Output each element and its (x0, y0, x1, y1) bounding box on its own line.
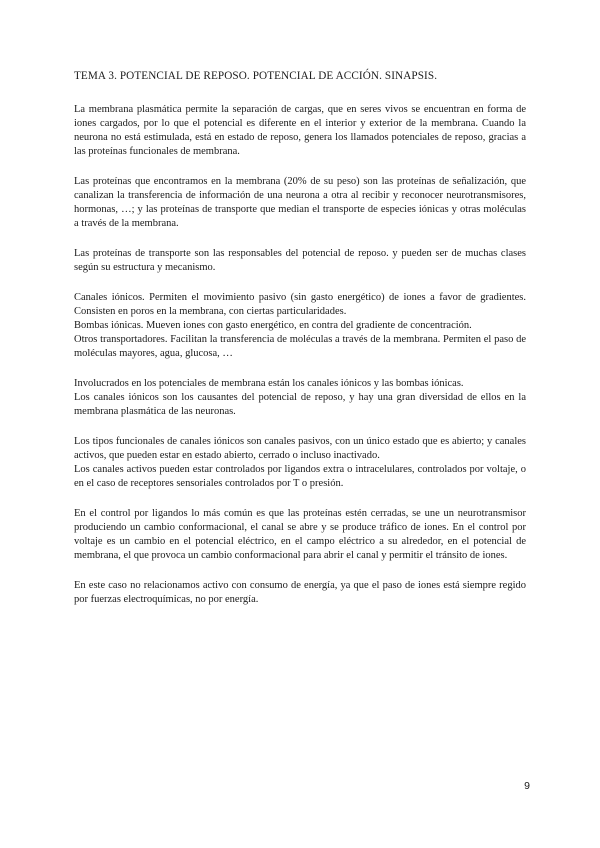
functional-types-block (74, 435, 526, 491)
paragraph-bombas-ionicas: Bombas iónicas. Mueven iones con gasto energético, en contra del gradiente de concentración. (74, 320, 472, 331)
paragraph-canales-activos: Los canales activos pueden estar controlados por ligandos extra o intracelulares, controlados por voltaje, o en el caso de receptores sensoriales controlados por T o presión. (74, 464, 526, 489)
page-number: 9 (524, 780, 530, 792)
paragraph-involucrados: Involucrados en los potenciales de membrana están los canales iónicos y las bombas iónicas. (74, 378, 464, 389)
paragraph-canales-ionicos: Canales iónicos. Permiten el movimiento pasivo (sin gasto energético) de iones a favor de gradientes. Consisten en poros en la membrana, con ciertas particularidades. (74, 292, 526, 317)
paragraph-control-ligandos: En el control por ligandos lo más común es que las proteínas estén cerradas, se une un neurotransmisor produciendo un cambio conformacional, el canal se abre y se produce tráfico de iones. En el control por voltaje es un cambio en el potencial eléctrico, en el campo eléctrico a su alrededor, en el potencial de membrana, el que provoca un cambio conformacional para abrir el canal y permitir el tránsito de iones. (74, 508, 526, 561)
paragraph-proteinas: Las proteínas que encontramos en la membrana (20% de su peso) son las proteínas de señalización, que canalizan la transferencia de información de una neurona a otra al recibir y reconocer neurotransmisores, hormonas, …; y las proteínas de transporte que median el transporte de especies iónicas y otras moléculas a través de la membrana. (74, 176, 526, 229)
paragraph-energia: En este caso no relacionamos activo con consumo de energía, ya que el paso de iones está siempre regido por fuerzas electroquímicas, no por energía. (74, 580, 526, 605)
transporter-types-block (74, 291, 526, 361)
paragraph-membrana: La membrana plasmática permite la separación de cargas, que en seres vivos se encuentran en forma de iones cargados, por lo que el potencial es diferente en el interior y exterior de la membrana. Cuando la neurona no está estimulada, está en estado de reposo, genera los llamados potenciales de reposo, gracias a las proteínas funcionales de membrana. (74, 104, 526, 157)
paragraph-tipos-funcionales: Los tipos funcionales de canales iónicos son canales pasivos, con un único estado que es abierto; y canales activos, que pueden estar en estado abierto, cerrado o incluso inactivado. (74, 436, 526, 461)
page-title: TEMA 3. POTENCIAL DE REPOSO. POTENCIAL DE ACCIÓN. SINAPSIS. (74, 70, 438, 82)
document-body (74, 103, 526, 623)
paragraph-transporte: Las proteínas de transporte son las responsables del potencial de reposo. y pueden ser de muchas clases según su estructura y mecanismo. (74, 248, 526, 273)
paragraph-otros-transportadores: Otros transportadores. Facilitan la transferencia de moléculas a través de la membrana. Permiten el paso de moléculas mayores, agua, glucosa, … (74, 334, 526, 359)
involved-block (74, 377, 526, 419)
paragraph-canales-causantes: Los canales iónicos son los causantes del potencial de reposo, y hay una gran diversidad de ellos en la membrana plasmática de las neuronas. (74, 392, 526, 417)
